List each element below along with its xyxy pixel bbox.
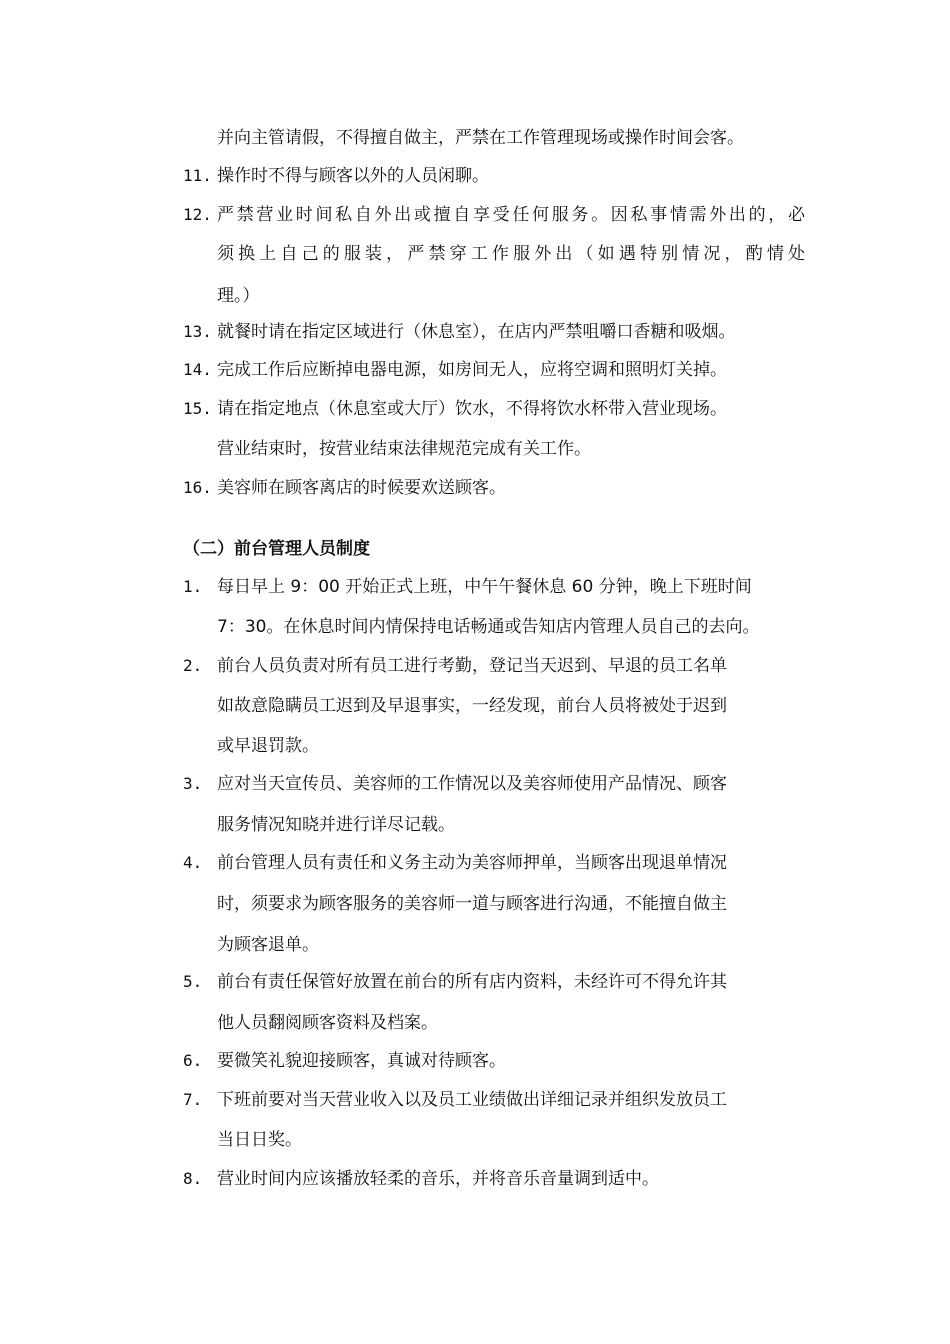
list-item-number: 11. bbox=[183, 166, 212, 185]
list-item-number: 5. bbox=[183, 972, 203, 991]
list-item-text: 下班前要对当天营业收入以及员工业绩做出详细记录并组织发放员工 bbox=[217, 1090, 727, 1110]
list-item-text: 前台有责任保管好放置在前台的所有店内资料，未经许可不得允许其 bbox=[217, 972, 727, 992]
list-item-text: 如故意隐瞒员工迟到及早退事实，一经发现，前台人员将被处于迟到 bbox=[217, 696, 727, 716]
list-item-text: 美容师在顾客离店的时候要欢送顾客。 bbox=[217, 478, 506, 498]
list-item-text: 当日日奖。 bbox=[217, 1130, 302, 1150]
list-item-text: 须换上自己的服装，严禁穿工作服外出（如遇特别情况，酌情处 bbox=[217, 244, 805, 264]
list-item-text: 前台人员负责对所有员工进行考勤，登记当天迟到、早退的员工名单 bbox=[217, 656, 727, 676]
list-item-number: 14. bbox=[183, 360, 212, 379]
list-item-text: 要微笑礼貌迎接顾客，真诚对待顾客。 bbox=[217, 1051, 506, 1071]
list-item-text: 操作时不得与顾客以外的人员闲聊。 bbox=[217, 166, 489, 186]
list-item-text: 时，须要求为顾客服务的美容师一道与顾客进行沟通，不能擅自做主 bbox=[217, 894, 727, 914]
list-item-text: 理。） bbox=[217, 286, 260, 306]
list-item-text: 就餐时请在指定区域进行（休息室），在店内严禁咀嚼口香糖和吸烟。 bbox=[217, 322, 736, 342]
list-item-text: 完成工作后应断掉电器电源，如房间无人，应将空调和照明灯关掉。 bbox=[217, 360, 727, 380]
list-item-text: 他人员翻阅顾客资料及档案。 bbox=[217, 1013, 438, 1033]
list-item-number: 12. bbox=[183, 205, 212, 224]
list-item-number: 7. bbox=[183, 1090, 203, 1109]
list-item-number: 1. bbox=[183, 577, 203, 596]
list-item-text: 严禁营业时间私自外出或擅自享受任何服务。因私事情需外出的，必 bbox=[217, 205, 805, 225]
list-item-text: 为顾客退单。 bbox=[217, 935, 319, 955]
list-item-text: 营业时间内应该播放轻柔的音乐，并将音乐音量调到适中。 bbox=[217, 1169, 659, 1189]
list-item-text: 应对当天宣传员、美容师的工作情况以及美容师使用产品情况、顾客 bbox=[217, 774, 727, 794]
list-item-number: 6. bbox=[183, 1051, 203, 1070]
list-item-text: 或早退罚款。 bbox=[217, 736, 319, 756]
list-item-text: 请在指定地点（休息室或大厅）饮水，不得将饮水杯带入营业现场。 bbox=[217, 399, 727, 419]
list-item-number: 2. bbox=[183, 656, 203, 675]
section-heading: （二）前台管理人员制度 bbox=[183, 539, 370, 559]
list-item-number: 8. bbox=[183, 1169, 203, 1188]
list-item-text: 前台管理人员有责任和义务主动为美容师押单，当顾客出现退单情况 bbox=[217, 853, 727, 873]
list-item-text: 营业结束时，按营业结束法律规范完成有关工作。 bbox=[217, 439, 591, 459]
list-item-number: 3. bbox=[183, 774, 203, 793]
list-item-number: 4. bbox=[183, 853, 203, 872]
list-item-number: 16. bbox=[183, 478, 212, 497]
list-item-number: 13. bbox=[183, 322, 212, 341]
list-item-text: 服务情况知晓并进行详尽记载。 bbox=[217, 815, 455, 835]
list-item-text: 7：30。在休息时间内情保持电话畅通或告知店内管理人员自己的去向。 bbox=[217, 617, 760, 637]
list-item-number: 15. bbox=[183, 399, 212, 418]
list-item-text: 每日早上 9：00 开始正式上班，中午午餐休息 60 分钟，晚上下班时间 bbox=[217, 577, 752, 597]
carry-over-line: 并向主管请假，不得擅自做主，严禁在工作管理现场或操作时间会客。 bbox=[217, 128, 744, 148]
